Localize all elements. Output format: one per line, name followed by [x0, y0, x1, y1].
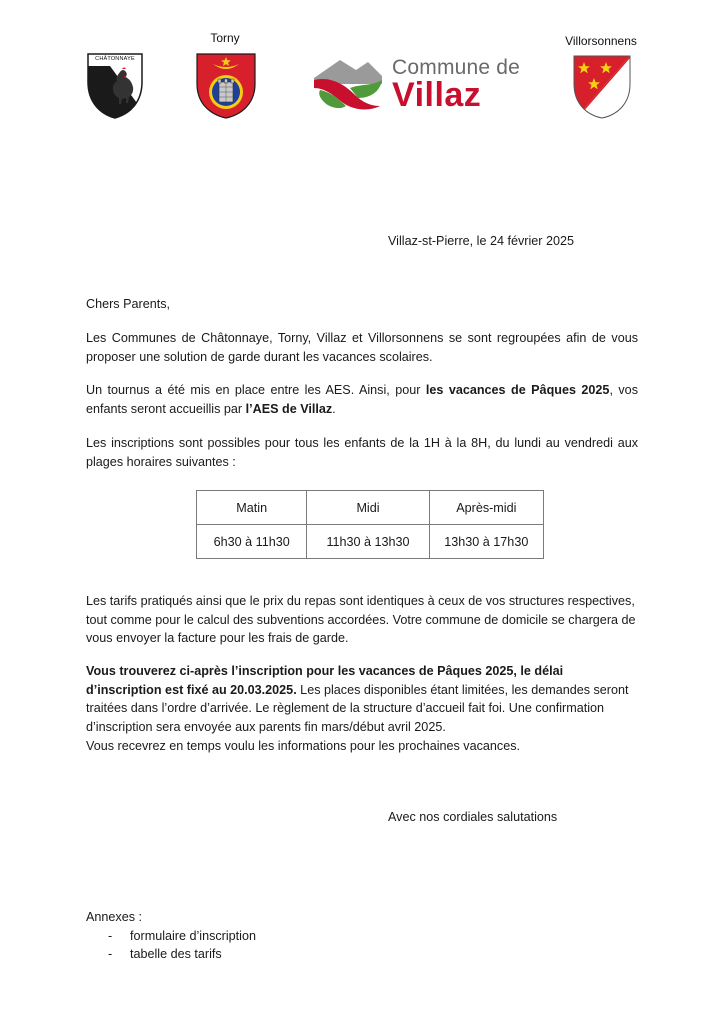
crest-torny [195, 52, 257, 120]
chatonnaye-crest-text: CHÂTONNAYE [95, 56, 135, 62]
schedule-header-matin: Matin [197, 491, 307, 525]
paragraph-prochaines-vacances: Vous recevrez en temps voulu les informations pour les prochaines vacances. [86, 739, 521, 753]
schedule-header-row [197, 491, 544, 525]
chatonnaye-coat-of-arms-icon [86, 52, 144, 120]
schedule-cell-midi: 11h30 à 13h30 [307, 525, 429, 559]
paragraph-delai [86, 662, 640, 736]
paragraph-intro: Les Communes de Châtonnaye, Torny, Villaz et Villorsonnens se sont regroupées afin de vous proposer une solution de garde durant les vacances scolaires. [86, 331, 638, 364]
annex-item-label: formulaire d’inscription [130, 929, 256, 943]
crest-chatonnaye [86, 52, 144, 120]
paragraph-tournus-a: Un tournus a été mis en place entre les AES. Ainsi, pour [86, 383, 426, 397]
crest-villorsonnens [572, 54, 632, 120]
schedule-table [196, 490, 544, 559]
logo-commune-de-text: Commune de [392, 56, 521, 79]
paragraph-delai-bold: Vous trouverez ci-après l’inscription pour les vacances de Pâques 2025, le délai d’inscription est fixé au 20.03.2025. [86, 664, 564, 697]
torny-coat-of-arms-icon [195, 52, 257, 120]
closing: Avec nos cordiales salutations [388, 810, 558, 824]
schedule-row [197, 525, 544, 559]
paragraph-tournus-e: . [332, 401, 336, 416]
paragraph-tarifs: Les tarifs pratiqués ainsi que le prix du repas sont identiques à ceux de vos structures respectives, tout comme pour le calcul des subventions accordées. Votre commune de domicile se chargera de vous envoyer la facture pour les frais de garde. [86, 594, 636, 646]
annexes-title: Annexes : [86, 910, 143, 924]
schedule-header-apres-midi: Après-midi [429, 491, 543, 525]
schedule-cell-matin: 6h30 à 11h30 [197, 525, 307, 559]
paragraph-delai-rest: Les places disponibles étant limitées, les demandes seront traitées dans l’ordre d’arrivée. Le règlement de la structure d’accueil fait foi. Une confirmation d’inscription sera envoyée aux parents fin mars/début avril 2025. [86, 682, 629, 734]
schedule-cell-apres-midi: 13h30 à 17h30 [429, 525, 543, 559]
paragraph-tournus-c: , vos enfants seront accueillis par [86, 383, 638, 416]
logo-villaz [310, 52, 521, 118]
paragraph-tournus-holidays: les vacances de Pâques 2025 [425, 383, 610, 397]
villaz-logo-mark-icon [310, 54, 386, 114]
annex-item: - tabelle des tarifs [108, 947, 222, 961]
annex-item: - formulaire d’inscription [108, 929, 256, 943]
villorsonnens-coat-of-arms-icon [572, 54, 632, 120]
logo-villaz-text: Villaz [392, 76, 482, 114]
crest-label-torny: Torny [210, 31, 240, 45]
annexes-list [86, 927, 386, 963]
salutation: Chers Parents, [86, 297, 170, 311]
paragraph-tournus-aes: l’AES de Villaz [245, 401, 333, 416]
paragraph-tournus [86, 381, 638, 418]
schedule-header-midi: Midi [307, 491, 429, 525]
annex-item-label: tabelle des tarifs [130, 947, 222, 961]
paragraph-inscriptions: Les inscriptions sont possibles pour tous les enfants de la 1H à la 8H, du lundi au vendredi aux plages horaires suivantes : [86, 436, 638, 469]
crest-label-villorsonnens: Villorsonnens [565, 34, 637, 48]
place-date: Villaz-st-Pierre, le 24 février 2025 [388, 234, 574, 248]
